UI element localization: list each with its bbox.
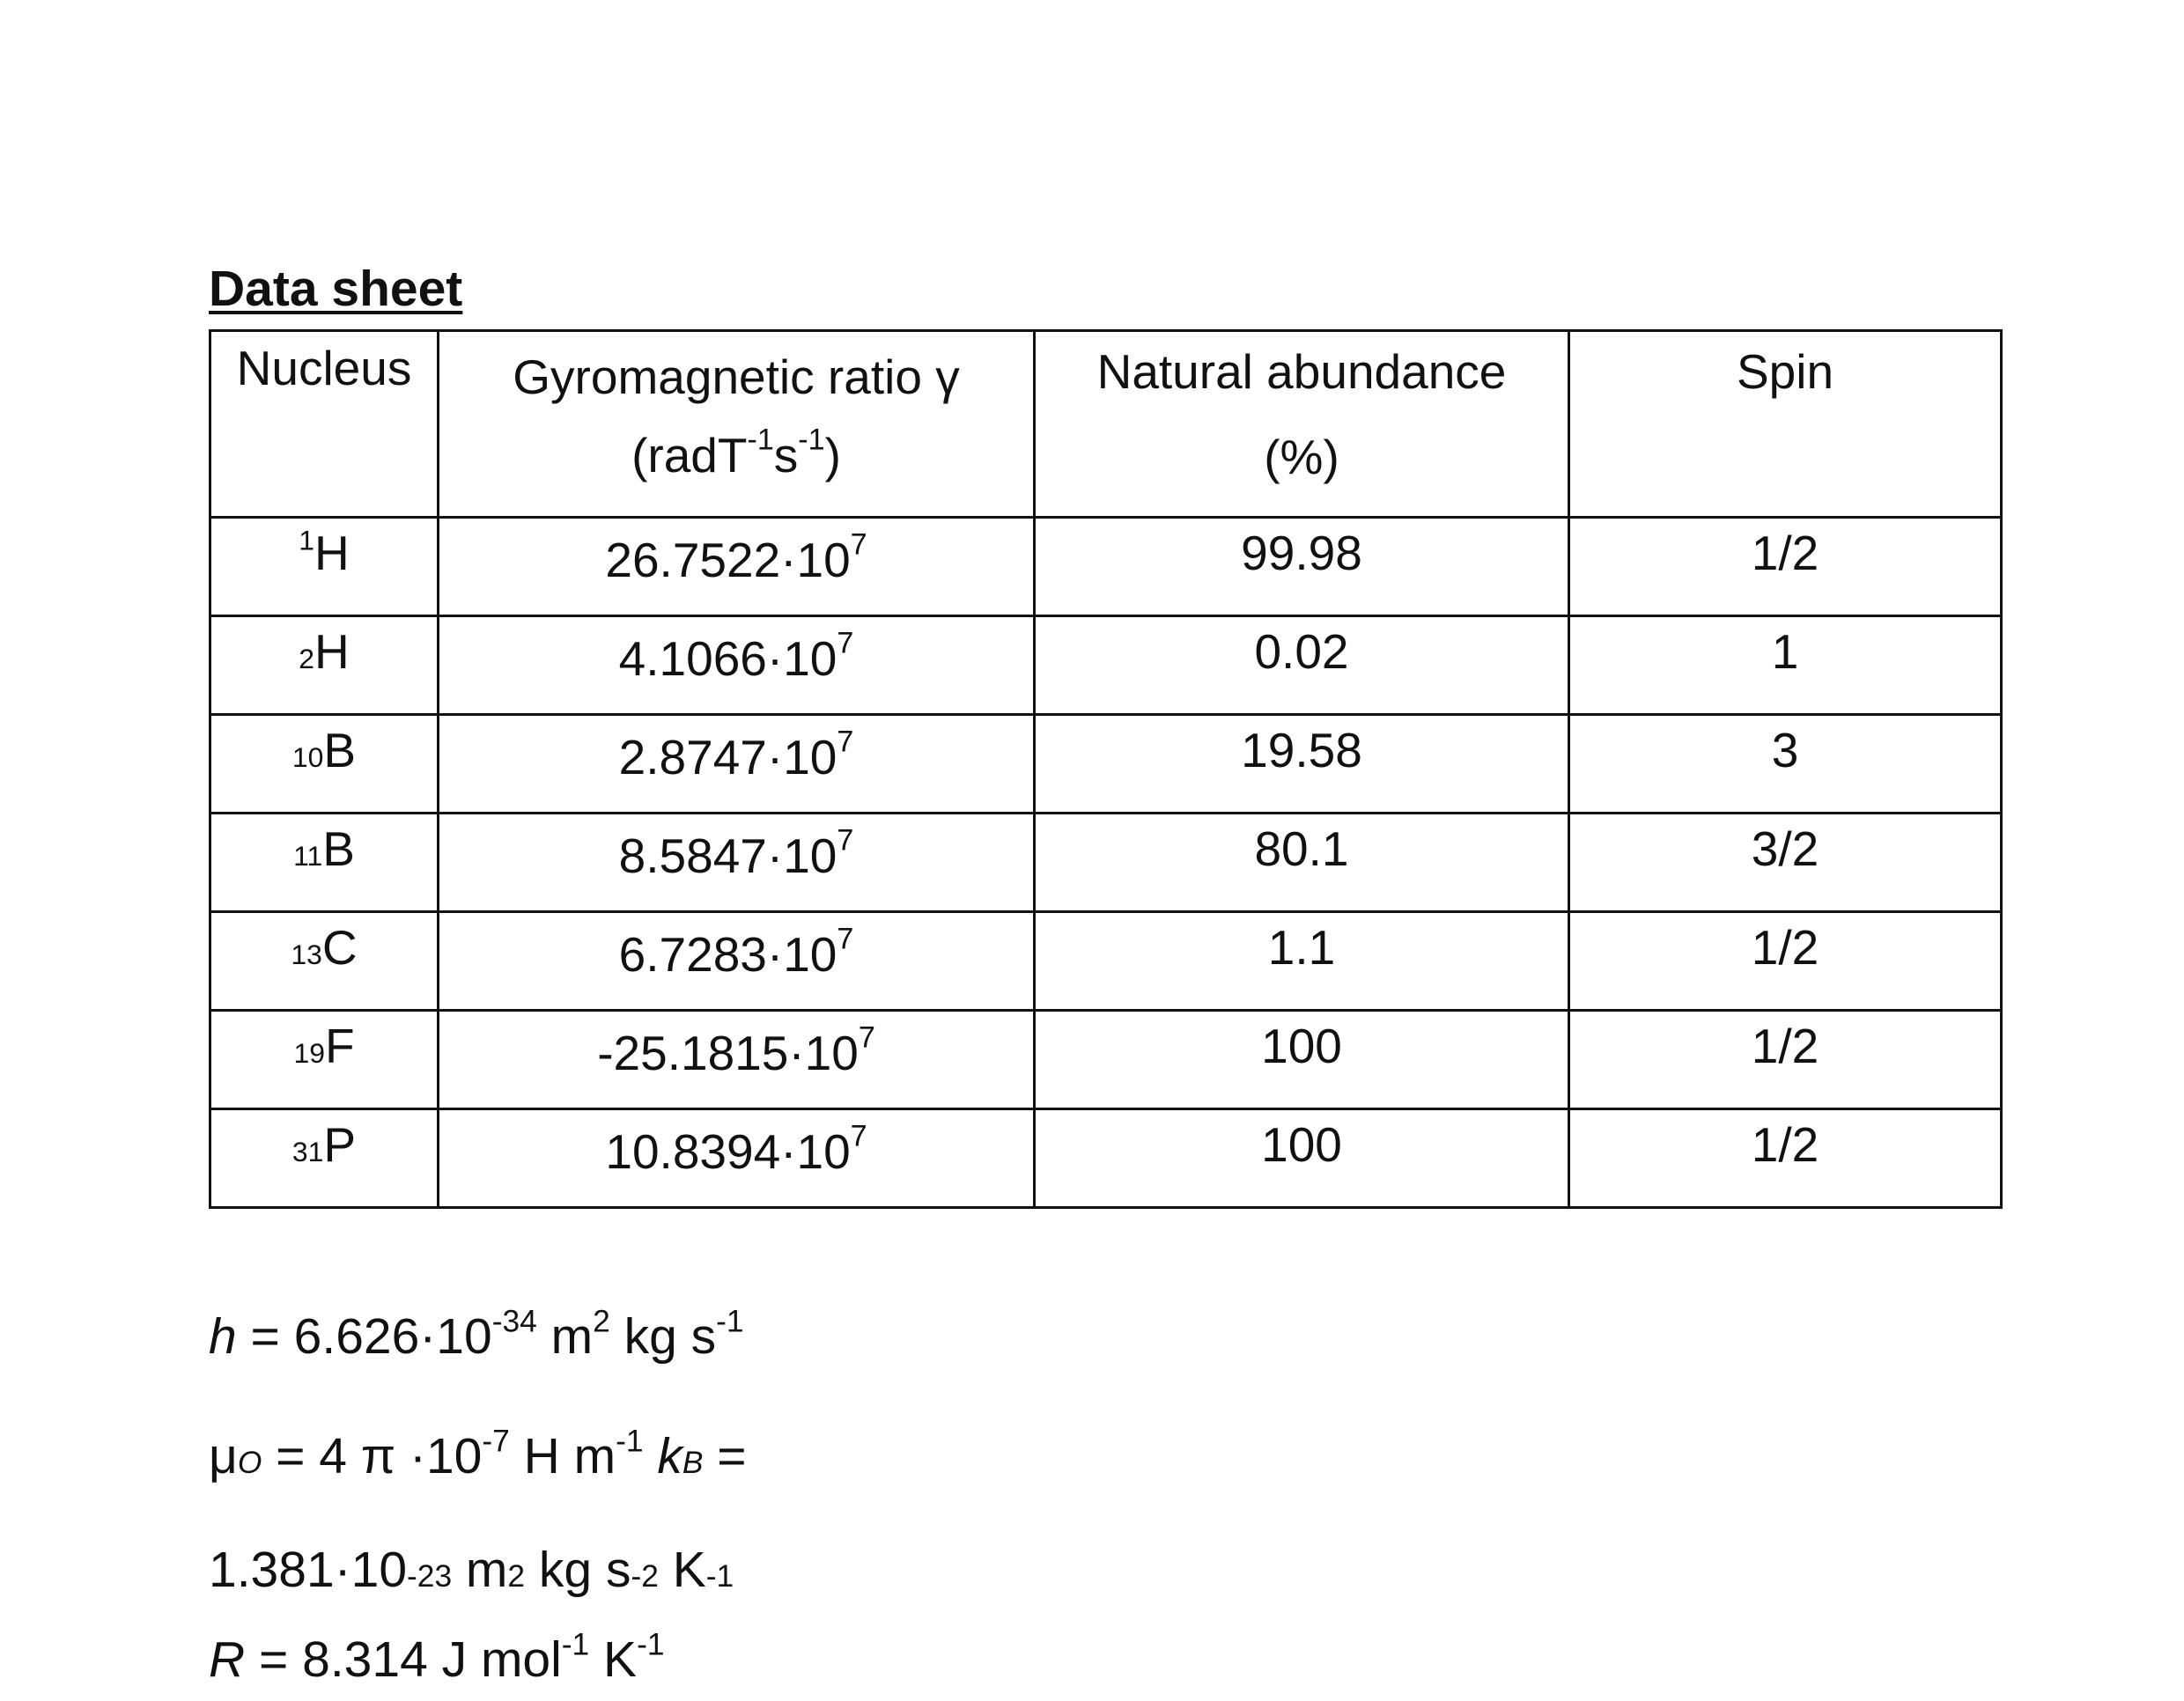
nucleus-cell xyxy=(210,912,439,1011)
abundance-cell: 100 xyxy=(1035,1109,1569,1208)
spin-cell: 1/2 xyxy=(1569,912,2002,1011)
abundance-cell: 100 xyxy=(1035,1011,1569,1109)
nucleus-cell xyxy=(210,1011,439,1109)
abundance-cell: 99.98 xyxy=(1035,518,1569,616)
planck-constant: $h = 6.626\cdot 10^{-34}$ $m^2$ kg $s^{-1}$ xyxy=(209,1304,744,1365)
vacuum-permeability: μO = 4 $\pi \cdot 10^{-7}$ H $m^{-1}$ kB = xyxy=(209,1424,747,1484)
table-row xyxy=(210,814,2002,912)
nucleus-cell xyxy=(210,814,439,912)
nucleus-cell xyxy=(210,715,439,814)
table-row xyxy=(210,715,2002,814)
gyro-unit: $(radT^{-1}s^{-1})$ xyxy=(631,422,841,482)
boltzmann-constant-value: 1.381·10-23 m2 kg s-2 K-1 xyxy=(209,1542,734,1598)
spin-cell: 3/2 xyxy=(1569,814,2002,912)
gas-constant: R = 8.314 J mol$^{-1}$ $K^{-1}$ xyxy=(209,1627,665,1688)
abundance-cell: 1.1 xyxy=(1035,912,1569,1011)
spin-cell: 1 xyxy=(1569,616,2002,715)
header-natural-abundance: Natural abundance (%) xyxy=(1035,331,1569,518)
gyromagnetic-cell: $2.8747\cdot 10^7$ xyxy=(439,715,1035,814)
table-body xyxy=(210,518,2002,1208)
table-header-row xyxy=(210,331,2002,518)
mass-number: 13 xyxy=(291,939,322,970)
element-symbol: P xyxy=(323,1117,357,1172)
table-row xyxy=(210,1011,2002,1109)
header-spin: Spin xyxy=(1569,331,2002,518)
gyromagnetic-cell: $8.5847\cdot 10^7$ xyxy=(439,814,1035,912)
abundance-cell: 0.02 xyxy=(1035,616,1569,715)
element-symbol: B xyxy=(323,723,357,777)
mass-number: 1 xyxy=(299,524,314,556)
table-row xyxy=(210,912,2002,1011)
nucleus-cell xyxy=(210,1109,439,1208)
gyromagnetic-cell: $6.7283\cdot 10^7$ xyxy=(439,912,1035,1011)
element-symbol: H xyxy=(314,624,350,679)
spin-cell: 1/2 xyxy=(1569,1011,2002,1109)
spin-cell: 3 xyxy=(1569,715,2002,814)
table-row xyxy=(210,1109,2002,1208)
mass-number: 10 xyxy=(291,741,324,773)
mass-number: 11 xyxy=(293,840,323,872)
gyromagnetic-cell: $10.8394\cdot 10^7$ xyxy=(439,1109,1035,1208)
header-gyromagnetic-ratio: Gyromagnetic ratio γ $(radT^{-1}s^{-1})$ xyxy=(439,331,1035,518)
element-symbol: C xyxy=(321,920,358,975)
mass-number: 31 xyxy=(291,1136,324,1167)
element-symbol: H xyxy=(314,526,350,580)
spin-cell: 1/2 xyxy=(1569,1109,2002,1208)
table-row xyxy=(210,616,2002,715)
spin-cell: 1/2 xyxy=(1569,518,2002,616)
abundance-cell: 19.58 xyxy=(1035,715,1569,814)
header-nucleus: Nucleus xyxy=(210,331,439,518)
mass-number: 19 xyxy=(293,1037,325,1069)
gyromagnetic-cell: $26.7522\cdot 10^7$ xyxy=(439,518,1035,616)
element-symbol: B xyxy=(322,821,355,876)
mass-number: 2 xyxy=(299,643,314,674)
element-symbol: F xyxy=(324,1019,355,1073)
page-title: Data sheet xyxy=(209,261,463,317)
abundance-cell: 80.1 xyxy=(1035,814,1569,912)
gyromagnetic-cell: $-25.1815\cdot 10^7$ xyxy=(439,1011,1035,1109)
table-row xyxy=(210,518,2002,616)
data-table xyxy=(209,329,2003,1209)
nucleus-cell xyxy=(210,616,439,715)
gyromagnetic-cell: $4.1066\cdot 10^7$ xyxy=(439,616,1035,715)
nucleus-cell xyxy=(210,518,439,616)
